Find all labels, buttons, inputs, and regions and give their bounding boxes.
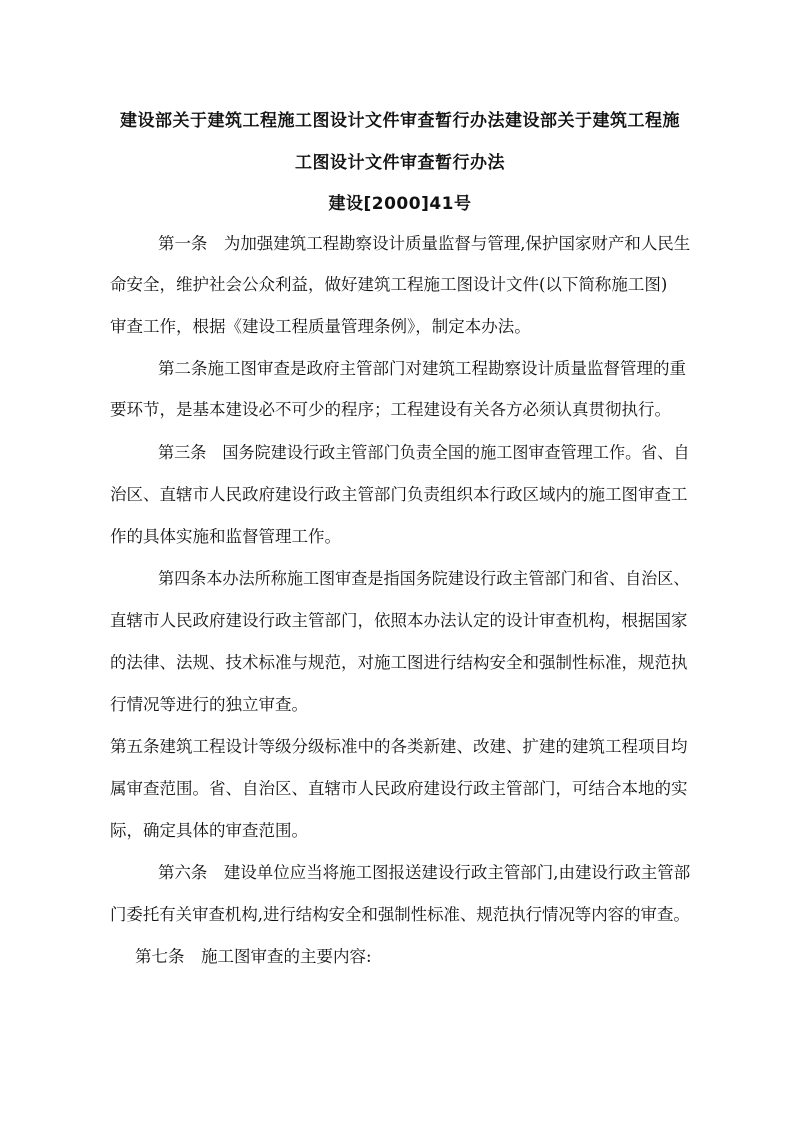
article-1-line-1: 第一条 为加强建筑工程勘察设计质量监督与管理,保护国家财产和人民生 [158, 234, 691, 253]
article-4-line-3: 的法律、法规、技术标准与规范，对施工图进行结构安全和强制性标准，规范执 [110, 653, 688, 672]
article-4-line-2: 直辖市人民政府建设行政主管部门，依照本办法认定的设计审查机构，根据国家 [110, 611, 688, 630]
document-title-line-2: 工图设计文件审查暂行办法 [295, 153, 505, 173]
article-5-line-2: 属审查范围。省、自治区、直辖市人民政府建设行政主管部门，可结合本地的实 [110, 779, 688, 798]
article-7-line-1: 第七条 施工图审查的主要内容: [135, 947, 372, 966]
document-title-line-1: 建设部关于建筑工程施工图设计文件审查暂行办法建设部关于建筑工程施 [120, 111, 680, 131]
article-4-line-1: 第四条本办法所称施工图审查是指国务院建设行政主管部门和省、自治区、 [158, 569, 690, 588]
article-6-line-1: 第六条 建设单位应当将施工图报送建设行政主管部门,由建设行政主管部 [158, 863, 691, 882]
article-4-line-4: 行情况等进行的独立审查。 [110, 695, 308, 714]
article-6-line-2: 门委托有关审查机构,进行结构安全和强制性标准、规范执行情况等内容的审查。 [110, 905, 690, 924]
article-3-line-2: 治区、直辖市人民政府建设行政主管部门负责组织本行政区域内的施工图审查工 [110, 485, 688, 504]
article-3-line-1: 第三条 国务院建设行政主管部门负责全国的施工图审查管理工作。省、自 [158, 443, 690, 462]
article-2-line-1: 第二条施工图审查是政府主管部门对建筑工程勘察设计质量监督管理的重 [158, 359, 686, 378]
article-5-line-3: 际，确定具体的审查范围。 [110, 821, 308, 840]
article-2-line-2: 要环节，是基本建设必不可少的程序；工程建设有关各方必须认真贯彻执行。 [110, 400, 671, 419]
article-3-line-3: 作的具体实施和监督管理工作。 [110, 527, 341, 546]
article-1-line-2: 命安全，维护社会公众利益，做好建筑工程施工图设计文件(以下简称施工图) [110, 275, 668, 294]
article-1-line-3: 审查工作，根据《建设工程质量管理条例》，制定本办法。 [110, 317, 531, 336]
article-5-line-1: 第五条建筑工程设计等级分级标准中的各类新建、改建、扩建的建筑工程项目均 [110, 737, 688, 756]
document-number: 建设[2000]41号 [328, 194, 472, 214]
